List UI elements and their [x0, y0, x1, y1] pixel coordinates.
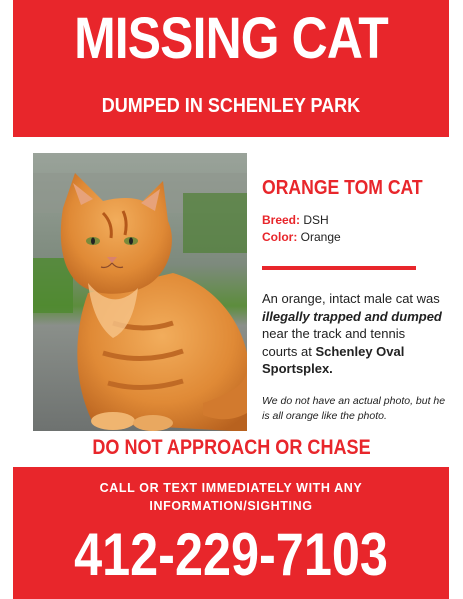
contact-banner	[13, 467, 449, 599]
description	[262, 290, 442, 378]
description-part1: An orange, intact male cat was	[262, 291, 440, 306]
color-value: Orange	[300, 230, 341, 244]
description-part2: near the track and tennis courts at	[262, 326, 406, 359]
description-place: Schenley Oval Sportsplex.	[262, 343, 405, 376]
warning-text: DO NOT APPROACH OR CHASE	[92, 436, 371, 459]
description-emphasis: illegally trapped and dumped	[262, 308, 442, 324]
color-label: Color:	[262, 230, 298, 244]
contact-line-2: INFORMATION/SIGHTING	[149, 499, 313, 513]
cat-info	[262, 178, 437, 246]
cat-photo	[33, 153, 247, 431]
breed-row	[262, 212, 437, 229]
contact-line-1: CALL OR TEXT IMMEDIATELY WITH ANY	[99, 481, 363, 495]
photo-note: We do not have an actual photo, but he is all orange like the photo.	[262, 395, 446, 422]
divider	[262, 266, 416, 270]
cat-title: ORANGE TOM CAT	[262, 177, 423, 199]
phone-number[interactable]: 412-229-7103	[74, 521, 388, 588]
headline: MISSING CAT	[74, 6, 388, 71]
subhead: DUMPED IN SCHENLEY PARK	[101, 95, 361, 117]
cat-illustration	[33, 153, 247, 431]
breed-value: DSH	[303, 213, 329, 227]
header-banner	[13, 0, 449, 137]
color-row	[262, 229, 437, 246]
breed-label: Breed:	[262, 213, 301, 227]
